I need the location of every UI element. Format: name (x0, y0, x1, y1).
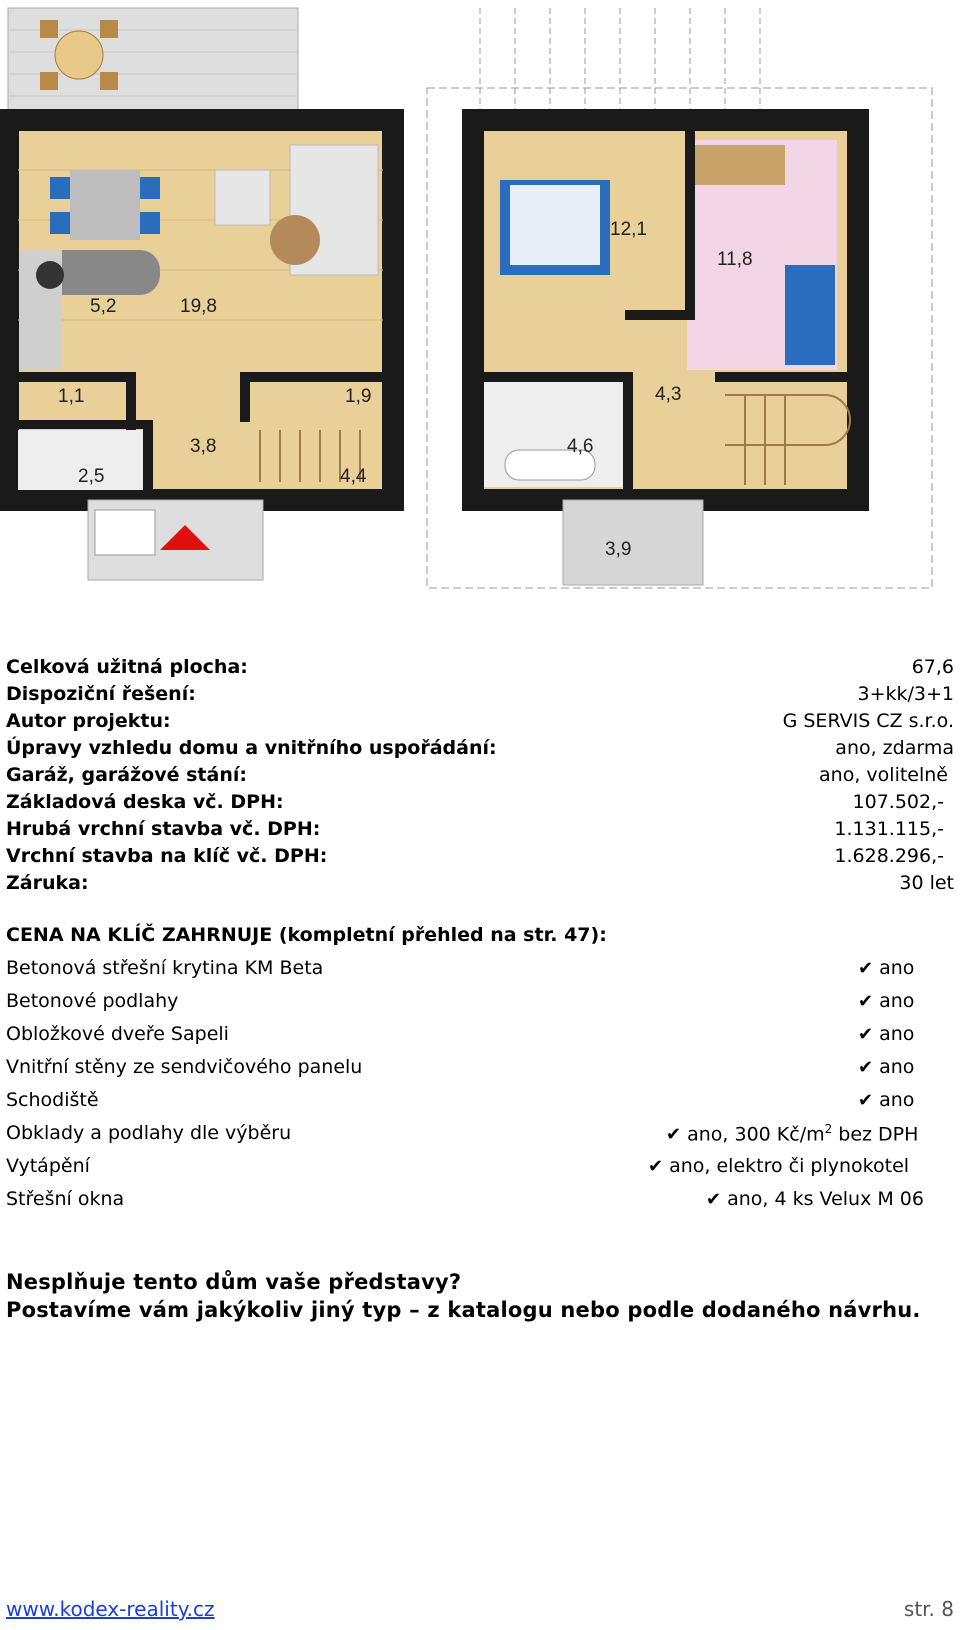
list-item (6, 1122, 954, 1154)
spec-value: 107.502,- (852, 791, 944, 813)
website-link[interactable]: www.kodex-reality.cz (6, 1597, 215, 1621)
room-area-label: 3,8 (190, 436, 217, 457)
spec-label: Celková užitná plocha: (6, 656, 248, 678)
item-value-suffix: bez DPH (832, 1123, 919, 1146)
spec-row (6, 737, 954, 764)
spec-row (6, 764, 954, 791)
ground-floor-plan (0, 0, 410, 600)
spec-value: 67,6 (911, 656, 954, 678)
room-area-label: 19,8 (180, 296, 217, 317)
spec-label: Základová deska vč. DPH: (6, 791, 284, 813)
spec-value: G SERVIS CZ s.r.o. (782, 710, 954, 732)
spec-value: 1.131.115,- (834, 818, 944, 840)
item-value: ano, 4 ks Velux M 06 (727, 1188, 924, 1210)
check-icon: ✔ (648, 1156, 664, 1177)
spec-value: 3+kk/3+1 (857, 683, 954, 705)
item-label: Schodiště (6, 1089, 99, 1111)
check-icon: ✔ (858, 991, 874, 1012)
item-label: Vnitřní stěny ze sendvičového panelu (6, 1056, 363, 1078)
spec-row (6, 683, 954, 710)
spec-label: Garáž, garážové stání: (6, 764, 247, 786)
item-label: Betonová střešní krytina KM Beta (6, 957, 324, 979)
list-item (6, 990, 926, 1022)
superscript: 2 (824, 1122, 833, 1136)
spec-label: Záruka: (6, 872, 89, 894)
spec-value: 30 let (899, 872, 954, 894)
room-area-label: 12,1 (610, 219, 647, 240)
item-label: Vytápění (6, 1155, 90, 1177)
closing-line-2: Postavíme vám jakýkoliv jiný typ – z katalogu nebo podle dodaného návrhu. (6, 1298, 921, 1322)
spec-row (6, 791, 954, 818)
room-area-label: 4,3 (655, 384, 682, 405)
room-area-label: 4,6 (567, 436, 594, 457)
spec-label: Úpravy vzhledu domu a vnitřního uspořádání: (6, 737, 497, 759)
closing-line-1: Nesplňuje tento dům vaše představy? (6, 1270, 462, 1294)
check-icon: ✔ (858, 1024, 874, 1045)
check-icon: ✔ (858, 958, 874, 979)
spec-row (6, 818, 954, 845)
room-area-label: 2,5 (78, 466, 105, 487)
list-item (6, 1023, 926, 1055)
list-item (6, 1188, 926, 1220)
item-value: ano, elektro či plynokotel (669, 1155, 910, 1177)
spec-label: Autor projektu: (6, 710, 171, 732)
list-item (6, 1089, 926, 1121)
check-icon: ✔ (706, 1189, 722, 1210)
spec-row (6, 656, 954, 683)
room-area-label: 3,9 (605, 539, 632, 560)
upper-floor-plan (425, 0, 960, 600)
item-value: ano (879, 1056, 915, 1078)
item-value: ano (879, 957, 915, 979)
room-area-label: 5,2 (90, 296, 117, 317)
page-number: str. 8 (903, 1597, 954, 1621)
room-area-label: 4,4 (340, 466, 367, 487)
check-icon: ✔ (858, 1057, 874, 1078)
item-value: ano, 300 Kč/m (687, 1123, 825, 1146)
list-item (6, 1056, 926, 1088)
spec-value: ano, zdarma (835, 737, 954, 759)
item-value: ano (879, 990, 915, 1012)
check-icon: ✔ (666, 1124, 682, 1146)
item-value: ano (879, 1089, 915, 1111)
item-label: Střešní okna (6, 1188, 125, 1210)
room-area-label: 1,1 (58, 386, 85, 407)
list-item (6, 957, 926, 989)
spec-label: Dispoziční řešení: (6, 683, 196, 705)
spec-label: Hrubá vrchní stavba vč. DPH: (6, 818, 321, 840)
item-value: ano (879, 1023, 915, 1045)
room-area-label: 1,9 (345, 386, 372, 407)
spec-row (6, 710, 954, 737)
check-icon: ✔ (858, 1090, 874, 1111)
room-area-label: 11,8 (717, 249, 753, 270)
spec-value: 1.628.296,- (834, 845, 944, 867)
spec-row (6, 872, 954, 899)
spec-label: Vrchní stavba na klíč vč. DPH: (6, 845, 328, 867)
spec-row (6, 845, 954, 872)
item-label: Obklady a podlahy dle výběru (6, 1122, 292, 1144)
spec-value: ano, volitelně (819, 764, 948, 786)
item-label: Betonové podlahy (6, 990, 179, 1012)
item-label: Obložkové dveře Sapeli (6, 1023, 229, 1045)
list-item (6, 1155, 926, 1187)
included-heading: CENA NA KLÍČ ZAHRNUJE (kompletní přehled na str. 47): (6, 924, 607, 946)
